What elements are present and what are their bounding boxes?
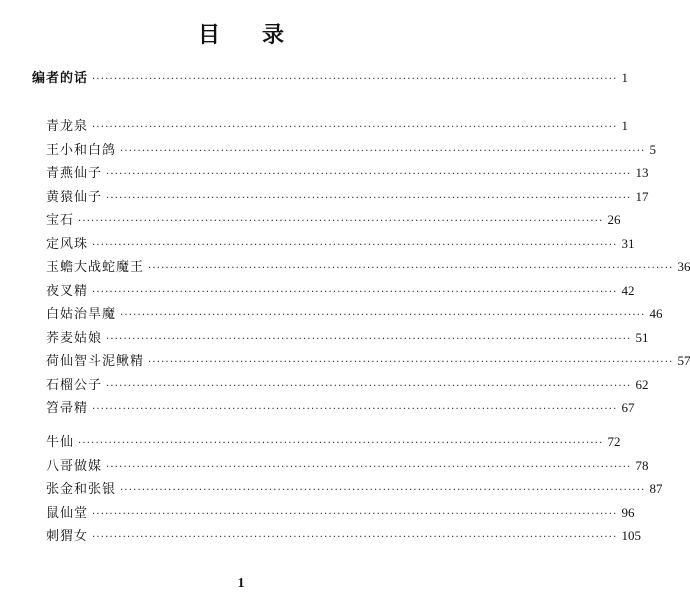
toc-entry-label: 玉蟾大战蛇魔王 bbox=[46, 260, 145, 275]
leader-dots: ························································································································ bbox=[148, 357, 674, 368]
toc-entry bbox=[46, 281, 635, 301]
toc-entry-page: 67 bbox=[621, 400, 635, 415]
toc-entry-page: 105 bbox=[621, 528, 641, 543]
leader-dots: ························································································································ bbox=[106, 192, 632, 204]
toc-entry-page: 46 bbox=[649, 306, 663, 321]
leader-dots: ························································································································ bbox=[120, 145, 646, 157]
leader-dots: ························································································································ bbox=[120, 485, 646, 496]
leader-dots: ························································································································ bbox=[92, 404, 618, 415]
toc-entry-label: 夜叉精 bbox=[46, 283, 89, 299]
leader-dots: ························································································································ bbox=[106, 333, 632, 345]
page-number: 1 bbox=[237, 576, 245, 591]
leader-dots: ························································································································ bbox=[106, 169, 632, 180]
toc-entry bbox=[46, 116, 628, 136]
toc-entry-page: 51 bbox=[635, 329, 649, 345]
toc-entry-page: 17 bbox=[635, 188, 649, 204]
toc-entry bbox=[46, 234, 635, 254]
toc-entry-page: 13 bbox=[635, 165, 649, 180]
toc-entry-page: 31 bbox=[621, 235, 635, 251]
toc-entry-label: 王小和白鸽 bbox=[46, 142, 117, 158]
toc-entry bbox=[46, 187, 649, 207]
toc-entry bbox=[46, 328, 649, 348]
toc-entry bbox=[46, 351, 690, 371]
toc-entry bbox=[46, 479, 663, 499]
leader-dots: ························································································································ bbox=[106, 380, 632, 392]
leader-dots: ························································································································ bbox=[92, 532, 618, 543]
toc-entry bbox=[46, 304, 663, 324]
toc-entry-label: 荷仙智斗泥鳅精 bbox=[46, 354, 145, 369]
toc-entry-label: 笤帚精 bbox=[46, 401, 89, 416]
toc-entry bbox=[46, 375, 649, 395]
toc-entry-label: 青龙泉 bbox=[46, 119, 89, 134]
toc-entry-label: 刺猬女 bbox=[46, 529, 89, 544]
toc-entry bbox=[46, 257, 690, 277]
toc-entry-intro bbox=[32, 68, 628, 88]
leader-dots: ························································································································ bbox=[92, 122, 618, 133]
toc-entry-page: 62 bbox=[635, 376, 649, 392]
toc-entry-label: 白姑治旱魔 bbox=[46, 307, 117, 322]
toc-entry-page: 36 bbox=[677, 259, 690, 274]
toc-entry bbox=[46, 163, 649, 183]
toc-entry bbox=[46, 526, 641, 546]
toc-entry-label: 宝石 bbox=[46, 213, 75, 228]
toc-entry-page: 57 bbox=[677, 353, 690, 368]
toc-entry bbox=[46, 210, 621, 230]
toc-entry-page: 72 bbox=[607, 434, 621, 449]
toc-entry-label: 牛仙 bbox=[46, 435, 75, 450]
leader-dots: ························································································································ bbox=[92, 239, 618, 251]
title-char-left: 目 bbox=[197, 23, 220, 48]
toc-entry-page: 96 bbox=[621, 504, 635, 520]
toc-entry bbox=[46, 398, 635, 418]
leader-dots: ························································································································ bbox=[78, 438, 604, 449]
title-char-right: 录 bbox=[262, 23, 285, 48]
toc-entry-label: 石榴公子 bbox=[46, 377, 103, 393]
leader-dots: ························································································································ bbox=[92, 74, 618, 85]
toc-entry bbox=[46, 456, 649, 476]
leader-dots: ························································································································ bbox=[106, 461, 632, 473]
leader-dots: ························································································································ bbox=[120, 310, 646, 321]
toc-entry-label: 八哥做媒 bbox=[46, 458, 103, 474]
toc-entry bbox=[46, 432, 621, 452]
toc-entry-label: 黄猿仙子 bbox=[46, 189, 103, 205]
leader-dots: ························································································································ bbox=[92, 508, 618, 520]
toc-entry-label: 张金和张银 bbox=[46, 482, 117, 497]
toc-entry-label: 定风珠 bbox=[46, 236, 89, 252]
toc-entry-label: 荞麦姑娘 bbox=[46, 330, 103, 346]
toc-entry bbox=[46, 503, 635, 523]
toc-entry-page: 87 bbox=[649, 481, 663, 496]
toc-entry-page: 26 bbox=[607, 212, 621, 227]
page-title bbox=[0, 18, 482, 49]
toc-entry-page: 5 bbox=[649, 141, 656, 157]
toc-entry-label: 青燕仙子 bbox=[46, 166, 103, 181]
toc-entry-label: 鼠仙堂 bbox=[46, 505, 89, 521]
leader-dots: ························································································································ bbox=[148, 263, 674, 274]
toc-entry-page: 78 bbox=[635, 457, 649, 473]
leader-dots: ························································································································ bbox=[92, 286, 618, 298]
leader-dots: ························································································································ bbox=[78, 216, 604, 227]
toc-entry-page: 1 bbox=[621, 70, 628, 85]
toc-entry-label: 编者的话 bbox=[32, 71, 89, 86]
toc-entry-page: 42 bbox=[621, 282, 635, 298]
toc-entry-page: 1 bbox=[621, 118, 628, 133]
toc-entry bbox=[46, 140, 656, 160]
